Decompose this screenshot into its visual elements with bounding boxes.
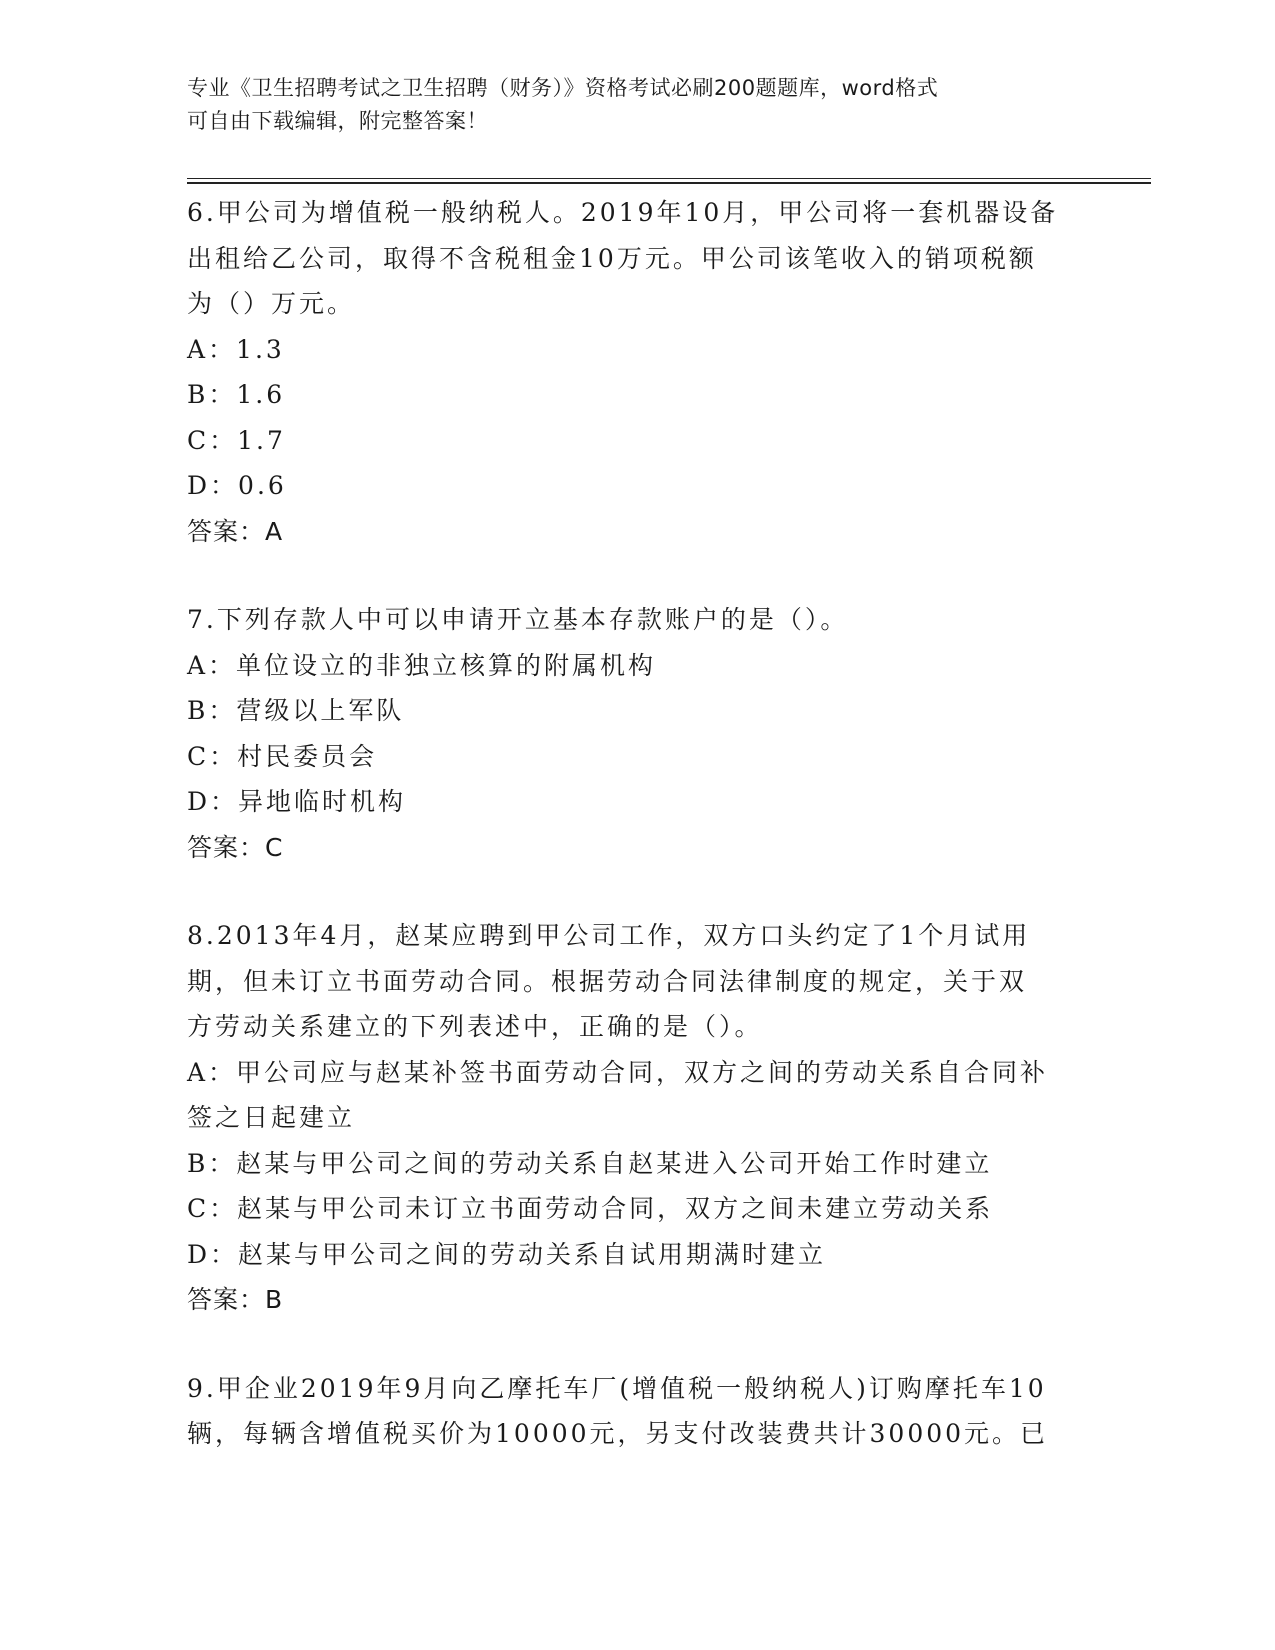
document-header [187, 72, 1067, 138]
question-8 [187, 913, 1087, 1323]
question-8-answer: 答案：B [187, 1285, 284, 1314]
header-line-1: 专业《卫生招聘考试之卫生招聘（财务）》资格考试必刷200题题库，word格式 [187, 76, 939, 100]
question-6-stem-line-3: 为（）万元。 [187, 289, 356, 318]
question-7-option-b: B：营级以上军队 [187, 696, 405, 725]
question-9-stem-line-2: 辆，每辆含增值税买价为10000元，另支付改装费共计30000元。已 [187, 1419, 1049, 1448]
question-6-option-c: C：1.7 [187, 425, 286, 455]
question-7-option-a: A：单位设立的非独立核算的附属机构 [187, 650, 657, 680]
question-6-answer: 答案：A [187, 516, 284, 546]
question-7-answer: 答案：C [187, 832, 284, 862]
question-8-option-d: D：赵某与甲公司之间的劳动关系自试用期满时建立 [187, 1239, 827, 1269]
question-8-option-a-continued: 签之日起建立 [187, 1103, 356, 1132]
question-7-stem-line-1: 7.下列存款人中可以申请开立基本存款账户的是（）。 [187, 605, 849, 634]
question-6-option-b: B：1.6 [187, 380, 286, 409]
question-7-option-d: D：异地临时机构 [187, 787, 407, 816]
question-8-stem-line-2: 期，但未订立书面劳动合同。根据劳动合同法律制度的规定，关于双 [187, 966, 1028, 996]
question-8-option-c: C：赵某与甲公司未订立书面劳动合同，双方之间未建立劳动关系 [187, 1194, 994, 1223]
question-7-option-c: C：村民委员会 [187, 741, 378, 771]
question-8-stem-line-1: 8.2013年4月，赵某应聘到甲公司工作，双方口头约定了1个月试用 [187, 921, 1031, 950]
question-9 [187, 1366, 1087, 1457]
question-9-stem-line-1: 9.甲企业2019年9月向乙摩托车厂(增值税一般纳税人)订购摩托车10 [187, 1373, 1047, 1403]
question-list [187, 190, 1087, 1500]
question-6-stem-line-1: 6.甲公司为增值税一般纳税人。2019年10月，甲公司将一套机器设备 [187, 198, 1059, 227]
question-6-stem-line-2: 出租给乙公司，取得不含税租金10万元。甲公司该笔收入的销项税额 [187, 243, 1037, 273]
question-8-option-b: B：赵某与甲公司之间的劳动关系自赵某进入公司开始工作时建立 [187, 1148, 993, 1178]
question-6 [187, 190, 1087, 554]
question-8-stem-line-3: 方劳动关系建立的下列表述中，正确的是（）。 [187, 1012, 763, 1041]
header-line-2: 可自由下载编辑，附完整答案！ [187, 109, 488, 133]
question-6-option-d: D：0.6 [187, 471, 287, 500]
question-8-option-a: A：甲公司应与赵某补签书面劳动合同，双方之间的劳动关系自合同补 [187, 1057, 1049, 1087]
header-divider [187, 178, 1151, 184]
question-6-option-a: A：1.3 [187, 334, 285, 364]
question-7 [187, 597, 1087, 870]
